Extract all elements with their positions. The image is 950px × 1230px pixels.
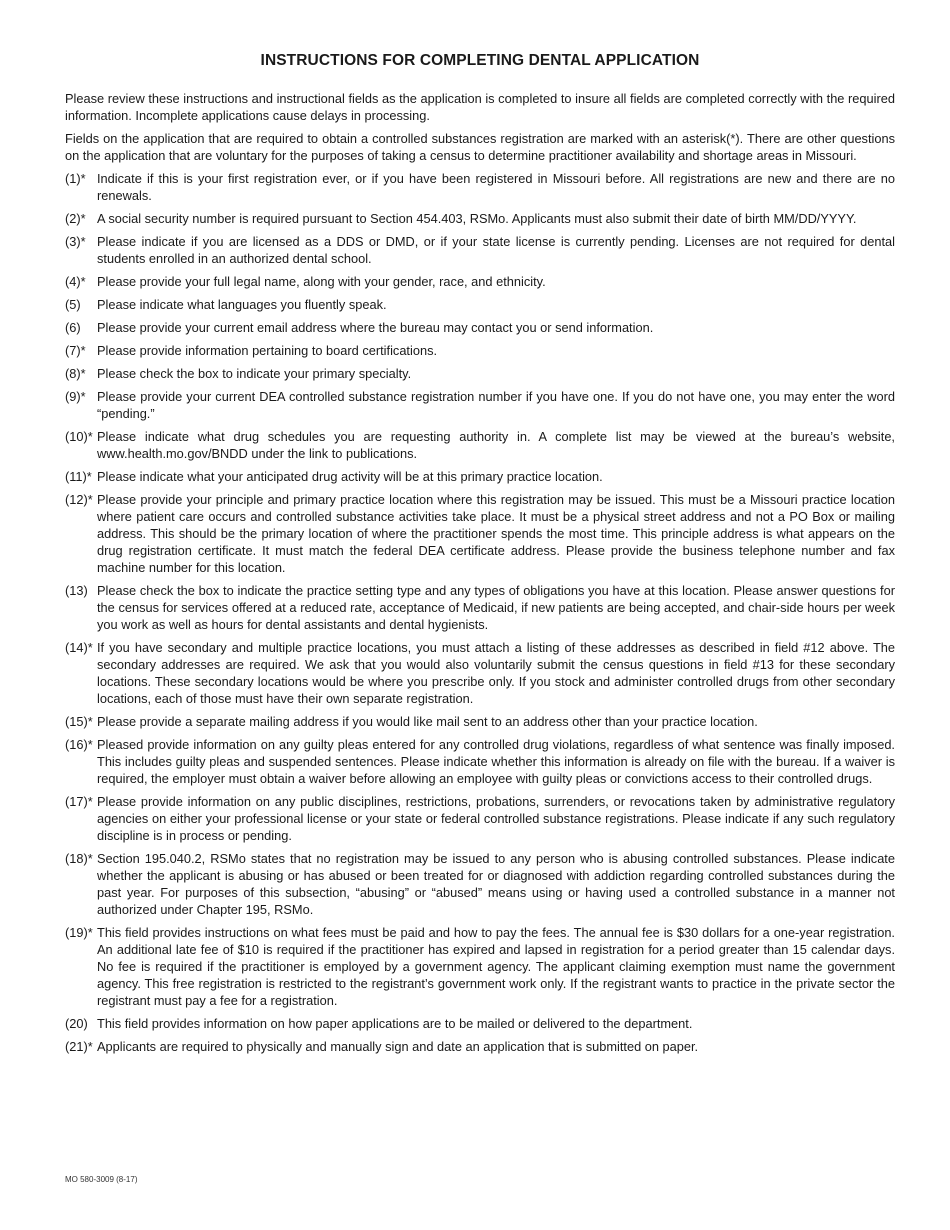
instruction-item bbox=[65, 428, 895, 462]
instruction-text: Please provide a separate mailing address if you would like mail sent to an address other than your practice location. bbox=[97, 714, 758, 729]
instruction-text: Indicate if this is your first registration ever, or if you have been registered in Missouri before. All registrations are new and there are no renewals. bbox=[97, 171, 895, 203]
instruction-number: (3)* bbox=[65, 234, 86, 249]
instruction-item bbox=[65, 170, 895, 204]
instruction-item bbox=[65, 582, 895, 633]
instruction-list bbox=[65, 170, 895, 1055]
form-number: MO 580-3009 (8-17) bbox=[65, 1175, 138, 1184]
instruction-item bbox=[65, 1015, 895, 1032]
instruction-number: (14)* bbox=[65, 640, 93, 655]
instruction-text: Please provide information pertaining to board certifications. bbox=[97, 343, 438, 358]
instruction-text: Please provide your principle and primary practice location where this registration may be issued. This must be a Missouri practice location where patient care occurs and controlled substance activities take place. It must be a physical street address and not a PO Box or mailing address. This should be the primary location of where the practitioner spends the most time. This principle address is what appears on the drug registration certificate. It must match the federal DEA certificate address. Please provide the business telephone number and fax machine number for this location. bbox=[97, 492, 895, 575]
instruction-number: (20) bbox=[65, 1016, 88, 1031]
intro-paragraph: Fields on the application that are required to obtain a controlled substances registration are marked with an asterisk(*). There are other questions on the application that are voluntary for the purposes of taking a census to determine practitioner availability and shortage areas in Missouri. bbox=[65, 131, 895, 163]
instructions-page bbox=[65, 52, 895, 1061]
instruction-text: Please indicate what your anticipated drug activity will be at this primary practice location. bbox=[97, 469, 603, 484]
instruction-number: (17)* bbox=[65, 794, 93, 809]
instruction-item bbox=[65, 736, 895, 787]
instruction-number: (2)* bbox=[65, 211, 86, 226]
instruction-text: Please indicate what languages you fluently speak. bbox=[97, 297, 387, 312]
instruction-text: Pleased provide information on any guilty pleas entered for any controlled drug violations, regardless of what sentence was finally imposed. This includes guilty pleas and suspended sentences. Please indicate whether this information is already on file with the bureau. If a waiver is required, the employer must obtain a waiver before allowing an employee with guilty pleas or convictions access to their controlled drugs. bbox=[97, 737, 895, 786]
instruction-item bbox=[65, 273, 895, 290]
instruction-text: Please indicate if you are licensed as a DDS or DMD, or if your state license is currently pending. Licenses are not required for dental students enrolled in an authorized dental school. bbox=[97, 234, 895, 266]
instruction-item bbox=[65, 296, 895, 313]
instruction-item bbox=[65, 468, 895, 485]
instruction-number: (16)* bbox=[65, 737, 93, 752]
instruction-text: Please provide your current email address where the bureau may contact you or send information. bbox=[97, 320, 654, 335]
instruction-text: Applicants are required to physically and manually sign and date an application that is submitted on paper. bbox=[97, 1039, 699, 1054]
instruction-number: (7)* bbox=[65, 343, 86, 358]
instruction-item bbox=[65, 713, 895, 730]
instruction-text: Please provide your current DEA controlled substance registration number if you have one. If you do not have one, you may enter the word “pending.” bbox=[97, 389, 895, 421]
instruction-number: (13) bbox=[65, 583, 88, 598]
instruction-number: (18)* bbox=[65, 851, 93, 866]
instruction-number: (19)* bbox=[65, 925, 93, 940]
instruction-number: (15)* bbox=[65, 714, 93, 729]
instruction-item bbox=[65, 210, 895, 227]
instruction-item bbox=[65, 233, 895, 267]
instruction-text: A social security number is required pursuant to Section 454.403, RSMo. Applicants must also submit their date of birth MM/DD/YYYY. bbox=[97, 211, 857, 226]
instruction-number: (12)* bbox=[65, 492, 93, 507]
instruction-number: (10)* bbox=[65, 429, 93, 444]
instruction-item bbox=[65, 1038, 895, 1055]
instruction-number: (1)* bbox=[65, 171, 86, 186]
instruction-item bbox=[65, 491, 895, 576]
intro-paragraph: Please review these instructions and instructional fields as the application is completed to insure all fields are completed correctly with the required information. Incomplete applications cause delays in processing. bbox=[65, 91, 895, 123]
instruction-number: (5) bbox=[65, 297, 81, 312]
instruction-item bbox=[65, 924, 895, 1009]
instruction-text: This field provides information on how paper applications are to be mailed or delivered to the department. bbox=[97, 1016, 693, 1031]
instruction-text: Please check the box to indicate your primary specialty. bbox=[97, 366, 412, 381]
instruction-item bbox=[65, 342, 895, 359]
instruction-text: Please provide information on any public disciplines, restrictions, probations, surrenders, or revocations taken by administrative regulatory agencies on either your professional license or your state or federal controlled substance registrations. Please indicate if any such regulatory discipline is in process or pending. bbox=[97, 794, 895, 843]
instruction-number: (8)* bbox=[65, 366, 86, 381]
instruction-text: This field provides instructions on what fees must be paid and how to pay the fees. The annual fee is $30 dollars for a one-year registration. An additional late fee of $10 is required if the practitioner has expired and lapsed in registration for a period greater than 15 calendar days. No fee is required if the practitioner is employed by a government agency. The applicant claiming exemption must name the government agency. This free registration is restricted to the registrant’s government work only. If the registrant wants to practice in the private sector the registrant must pay a fee for a registration. bbox=[97, 925, 895, 1008]
instruction-item bbox=[65, 639, 895, 707]
page-title: INSTRUCTIONS FOR COMPLETING DENTAL APPLICATION bbox=[260, 52, 700, 69]
instruction-number: (21)* bbox=[65, 1039, 93, 1054]
instruction-number: (6) bbox=[65, 320, 81, 335]
instruction-text: If you have secondary and multiple practice locations, you must attach a listing of these addresses as described in field #12 above. The secondary addresses are required. We ask that you would also voluntarily submit the census questions in field #13 for these secondary locations. These secondary locations would be where you prescribe only. If you stock and administer controlled drugs from other secondary locations, each of those must have their own separate registration. bbox=[97, 640, 895, 706]
instruction-item bbox=[65, 319, 895, 336]
instruction-number: (11)* bbox=[65, 469, 92, 484]
instruction-item bbox=[65, 850, 895, 918]
instruction-number: (9)* bbox=[65, 389, 86, 404]
instruction-item bbox=[65, 365, 895, 382]
instruction-item bbox=[65, 388, 895, 422]
instruction-item bbox=[65, 793, 895, 844]
instruction-text: Section 195.040.2, RSMo states that no registration may be issued to any person who is abusing controlled substances. Please indicate whether the applicant is abusing or has abused or been treated for or diagnosed with addiction regarding controlled substances during the past year. For purposes of this subsection, “abusing” or “abused” means using or having used a controlled substance in a manner not authorized under Chapter 195, RSMo. bbox=[97, 851, 895, 917]
instruction-text: Please check the box to indicate the practice setting type and any types of obligations you have at this location. Please answer questions for the census for services offered at a reduced rate, acceptance of Medicaid, if new patients are being accepted, and chair-side hours per week you work as well as hours for dental assistants and dental hygienists. bbox=[97, 583, 895, 632]
instruction-number: (4)* bbox=[65, 274, 86, 289]
instruction-text: Please indicate what drug schedules you are requesting authority in. A complete list may be viewed at the bureau’s website, www.health.mo.gov/BNDD under the link to publications. bbox=[97, 429, 895, 461]
instruction-text: Please provide your full legal name, along with your gender, race, and ethnicity. bbox=[97, 274, 546, 289]
